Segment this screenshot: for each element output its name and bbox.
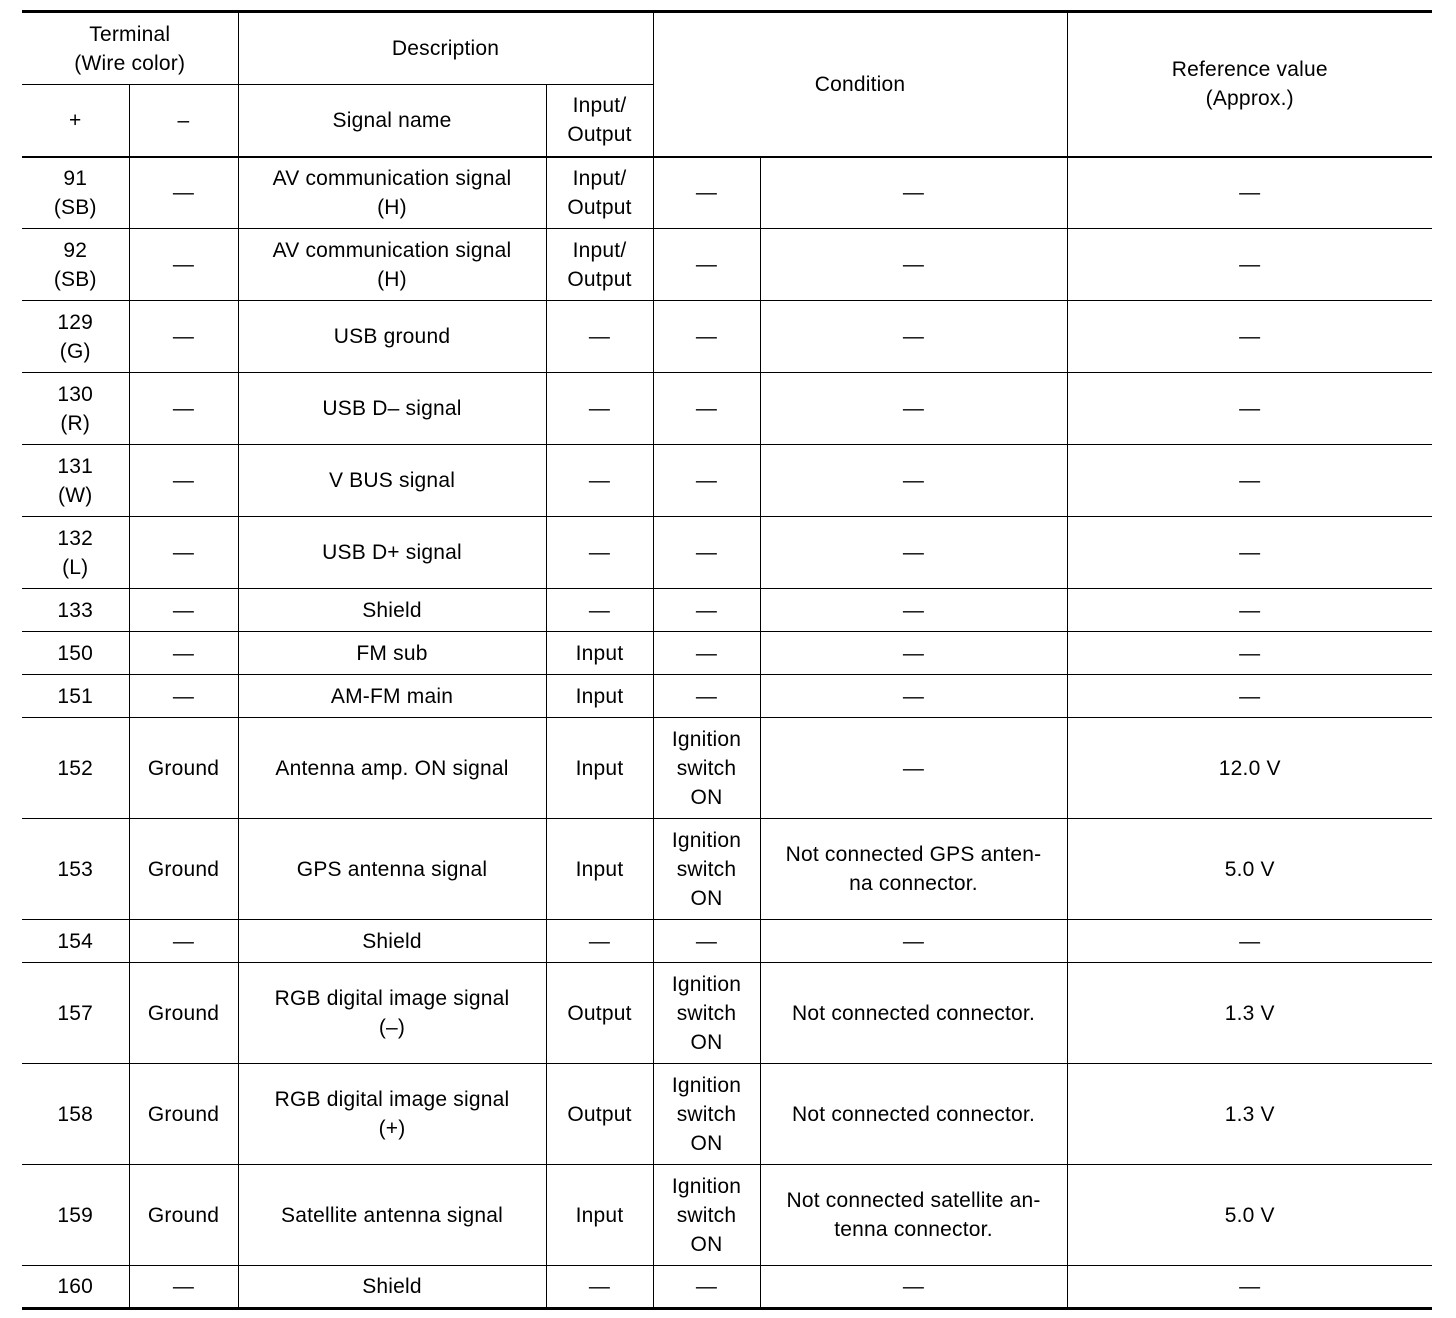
cell-condition-detail: — [760,373,1067,445]
header-plus: + [22,85,129,157]
cell-reference-value: 1.3 V [1067,963,1432,1064]
cell-terminal-plus: 131 (W) [22,445,129,517]
cell-condition-state: — [653,675,760,718]
cell-terminal-minus: — [129,229,238,301]
cell-condition-detail: — [760,718,1067,819]
cell-condition-state: Ignition switch ON [653,1064,760,1165]
cell-signal-name: Satellite antenna signal [238,1165,546,1266]
cell-input-output: — [546,1266,653,1309]
cell-input-output: — [546,445,653,517]
cell-signal-name: RGB digital image signal (–) [238,963,546,1064]
cell-terminal-plus: 160 [22,1266,129,1309]
table-row [22,632,1432,675]
header-minus: – [129,85,238,157]
cell-condition-detail: Not connected GPS anten- na connector. [760,819,1067,920]
cell-terminal-minus: — [129,445,238,517]
cell-condition-detail: — [760,675,1067,718]
cell-condition-state: — [653,157,760,229]
table-row [22,718,1432,819]
cell-signal-name: FM sub [238,632,546,675]
cell-terminal-plus: 91 (SB) [22,157,129,229]
cell-input-output: Input/ Output [546,229,653,301]
cell-condition-detail: — [760,301,1067,373]
cell-reference-value: — [1067,301,1432,373]
cell-signal-name: GPS antenna signal [238,819,546,920]
cell-condition-state: — [653,445,760,517]
cell-condition-detail: Not connected connector. [760,1064,1067,1165]
cell-signal-name: USB ground [238,301,546,373]
table-row [22,675,1432,718]
cell-condition-state: — [653,632,760,675]
cell-reference-value: — [1067,373,1432,445]
cell-reference-value: — [1067,920,1432,963]
cell-terminal-plus: 130 (R) [22,373,129,445]
cell-condition-state: Ignition switch ON [653,1165,760,1266]
cell-reference-value: 12.0 V [1067,718,1432,819]
cell-reference-value: 5.0 V [1067,819,1432,920]
cell-terminal-plus: 158 [22,1064,129,1165]
cell-condition-state: — [653,1266,760,1309]
cell-reference-value: 5.0 V [1067,1165,1432,1266]
cell-reference-value: — [1067,445,1432,517]
cell-terminal-plus: 159 [22,1165,129,1266]
cell-reference-value: — [1067,157,1432,229]
cell-signal-name: Shield [238,589,546,632]
table-row [22,1064,1432,1165]
table-row [22,920,1432,963]
cell-input-output: — [546,920,653,963]
cell-condition-state: — [653,517,760,589]
table-row [22,373,1432,445]
header-reference-value: Reference value (Approx.) [1067,12,1432,157]
cell-condition-state: — [653,589,760,632]
cell-condition-detail: — [760,157,1067,229]
table-row [22,1165,1432,1266]
cell-condition-state: — [653,301,760,373]
cell-condition-state: — [653,920,760,963]
cell-input-output: — [546,589,653,632]
cell-signal-name: V BUS signal [238,445,546,517]
header-condition: Condition [653,12,1067,157]
cell-terminal-plus: 150 [22,632,129,675]
cell-terminal-minus: — [129,301,238,373]
table-row [22,157,1432,229]
cell-signal-name: Antenna amp. ON signal [238,718,546,819]
cell-signal-name: USB D+ signal [238,517,546,589]
cell-input-output: Input/ Output [546,157,653,229]
table-row [22,819,1432,920]
cell-signal-name: USB D– signal [238,373,546,445]
cell-terminal-minus: — [129,517,238,589]
terminal-spec-table [22,10,1432,1310]
cell-terminal-minus: — [129,632,238,675]
cell-condition-detail: — [760,229,1067,301]
cell-input-output: Input [546,718,653,819]
table-row [22,445,1432,517]
cell-input-output: Output [546,1064,653,1165]
cell-terminal-minus: Ground [129,963,238,1064]
cell-condition-state: Ignition switch ON [653,819,760,920]
table-row [22,229,1432,301]
cell-terminal-minus: — [129,589,238,632]
cell-terminal-plus: 92 (SB) [22,229,129,301]
header-input-output: Input/ Output [546,85,653,157]
header-description: Description [238,12,653,85]
cell-reference-value: — [1067,632,1432,675]
cell-condition-detail: — [760,589,1067,632]
table-row [22,963,1432,1064]
cell-condition-detail: — [760,517,1067,589]
table-row [22,1266,1432,1309]
cell-terminal-minus: — [129,373,238,445]
cell-reference-value: — [1067,1266,1432,1309]
cell-terminal-minus: Ground [129,718,238,819]
table-row [22,301,1432,373]
cell-reference-value: — [1067,517,1432,589]
cell-condition-detail: — [760,445,1067,517]
cell-terminal-plus: 151 [22,675,129,718]
cell-terminal-minus: Ground [129,1064,238,1165]
cell-terminal-plus: 133 [22,589,129,632]
cell-input-output: — [546,517,653,589]
cell-signal-name: RGB digital image signal (+) [238,1064,546,1165]
cell-signal-name: AV communication signal (H) [238,229,546,301]
cell-condition-state: Ignition switch ON [653,963,760,1064]
cell-reference-value: — [1067,675,1432,718]
table-row [22,517,1432,589]
cell-input-output: Output [546,963,653,1064]
cell-terminal-minus: — [129,1266,238,1309]
cell-input-output: — [546,373,653,445]
cell-condition-state: — [653,229,760,301]
cell-terminal-plus: 132 (L) [22,517,129,589]
cell-condition-detail: — [760,632,1067,675]
cell-terminal-minus: Ground [129,819,238,920]
cell-signal-name: Shield [238,920,546,963]
cell-terminal-plus: 129 (G) [22,301,129,373]
header-terminal: Terminal (Wire color) [22,12,238,85]
cell-condition-state: — [653,373,760,445]
cell-terminal-minus: — [129,157,238,229]
cell-terminal-minus: Ground [129,1165,238,1266]
cell-terminal-plus: 153 [22,819,129,920]
cell-input-output: Input [546,1165,653,1266]
cell-condition-detail: Not connected connector. [760,963,1067,1064]
cell-signal-name: Shield [238,1266,546,1309]
cell-input-output: Input [546,632,653,675]
cell-terminal-minus: — [129,920,238,963]
cell-terminal-plus: 152 [22,718,129,819]
table-row [22,589,1432,632]
cell-condition-state: Ignition switch ON [653,718,760,819]
cell-reference-value: — [1067,589,1432,632]
cell-signal-name: AM-FM main [238,675,546,718]
cell-input-output: Input [546,819,653,920]
cell-terminal-plus: 157 [22,963,129,1064]
cell-condition-detail: Not connected satellite an- tenna connector. [760,1165,1067,1266]
cell-terminal-minus: — [129,675,238,718]
table-body [22,157,1432,1309]
cell-terminal-plus: 154 [22,920,129,963]
cell-reference-value: — [1067,229,1432,301]
cell-signal-name: AV communication signal (H) [238,157,546,229]
cell-input-output: — [546,301,653,373]
header-signal-name: Signal name [238,85,546,157]
cell-input-output: Input [546,675,653,718]
cell-condition-detail: — [760,1266,1067,1309]
cell-reference-value: 1.3 V [1067,1064,1432,1165]
cell-condition-detail: — [760,920,1067,963]
